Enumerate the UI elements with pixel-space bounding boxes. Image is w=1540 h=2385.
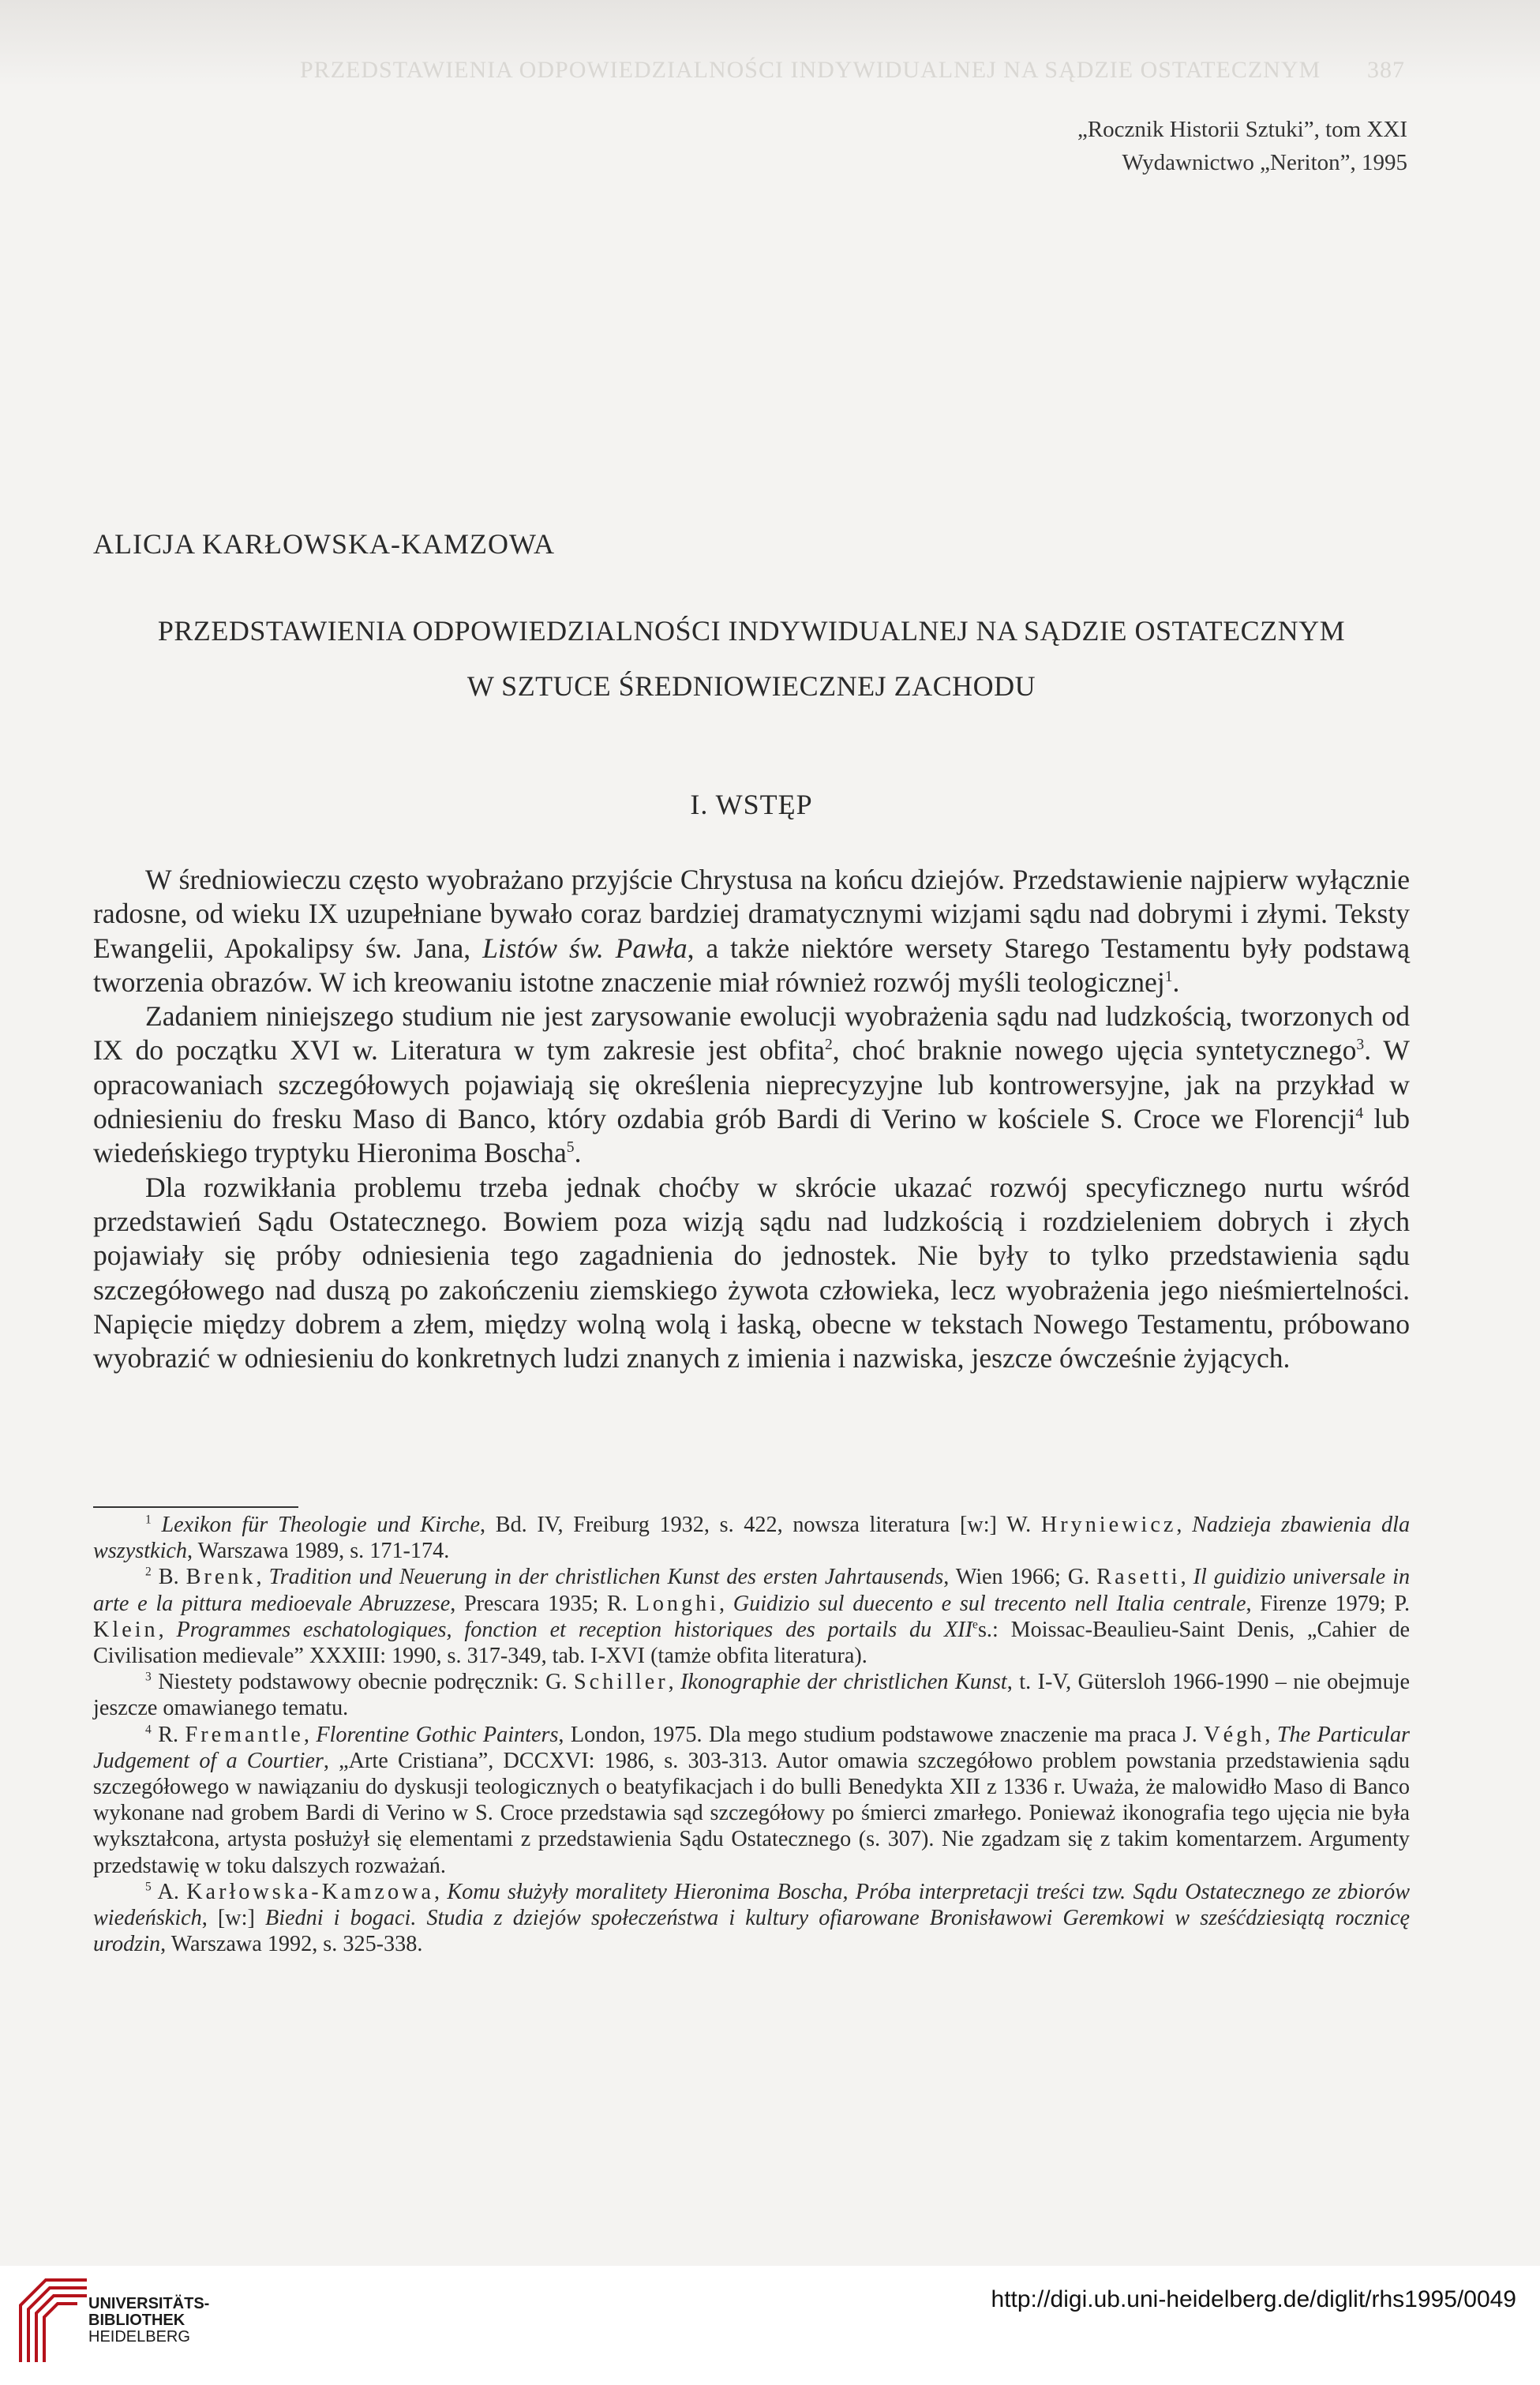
digitization-footer — [0, 2266, 1540, 2385]
text-run: , t. I-V, Gütersloh 1966-1990 – nie obejmuje jeszcze omawianego tematu. — [93, 1670, 1411, 1721]
spaced-name: Longhi — [635, 1591, 720, 1616]
italic-run: Florentine Gothic Painters — [316, 1722, 559, 1747]
spaced-name: Fremantle — [185, 1722, 304, 1747]
footnote-number: 2 — [145, 1566, 152, 1580]
footnote-ref: 1 — [1164, 969, 1173, 986]
italic-run: Komu służyły moralitety Hieronima Boscha, Próba interpretacji treści tzw. Sądu Ostatecznego ze zbiorów wiedeńskich — [93, 1879, 1411, 1931]
footnotes — [93, 1512, 1410, 1957]
text-run: : Moissac-Beaulieu-Saint Denis, „Cahier de Civilisation medievale” XXXIII: 1990, s. 317-349, tab. I-XVI (tamże obfita literatura). — [93, 1617, 1410, 1669]
text-run: . W opracowaniach szczegółowych pojawiają się określenia nieprecyzyjne lub kontrowersyjne, jak na przykład w odniesieniu do fresku Maso di Banco, który ozdabia grób Bardi di Verino w kościele S. Croce we Florencji — [93, 1034, 1411, 1135]
logo-line-1: UNIVERSITÄTS- — [88, 2295, 210, 2312]
text-run: lub wiedeńskiego tryptyku Hieronima Boscha — [93, 1103, 1410, 1169]
text-run: , — [1180, 1565, 1193, 1590]
text-run: . — [574, 1137, 582, 1169]
text-run: Niestety podstawowy obecnie podręcznik: G. — [158, 1670, 574, 1695]
article-body — [93, 863, 1410, 1375]
running-header-text: PRZEDSTAWIENIA ODPOWIEDZIALNOŚCI INDYWIDUALNEJ NA SĄDZIE OSTATECZNYM — [300, 57, 1321, 83]
italic-run: Lexikon für Theologie und Kirche — [161, 1513, 481, 1537]
text-run: , — [719, 1591, 733, 1616]
logo-line-3: HEIDELBERG — [88, 2328, 190, 2346]
footnote-number: 4 — [145, 1723, 152, 1737]
footnote-4 — [93, 1722, 1410, 1879]
text-run: , — [158, 1617, 177, 1642]
journal-info — [1077, 113, 1407, 179]
text-run: , Firenze 1979; P. — [1246, 1591, 1411, 1616]
bleed-through-running-header — [300, 57, 1405, 84]
spaced-name: Schiller — [573, 1670, 669, 1695]
text-run: , — [433, 1879, 448, 1904]
section-heading: I. WSTĘP — [690, 789, 813, 820]
text-run: s. — [977, 1617, 992, 1642]
footnote-number: 5 — [145, 1880, 152, 1894]
spaced-name: Karłowska-Kamzowa — [186, 1879, 434, 1904]
italic-run: Programmes eschatologiques, fonction et reception historiques des portails du XII — [176, 1617, 973, 1642]
text-run: , Bd. IV, Freiburg 1932, s. 422, nowsza literatura [w:] W. — [480, 1513, 1041, 1537]
text-run: W średniowieczu często wyobrażano przyjście Chrystusa na końcu dziejów. Przedstawienie najpierw wyłącznie radosne, od wieku IX uzupełniane bywało coraz bardziej dramatycznymi wizjami sądu nad dobrymi i złymi. Teksty Ewangelii, Apokalipsy św. Jana, — [93, 864, 1410, 964]
footnote-ref: 2 — [824, 1037, 833, 1054]
footnote-number: 3 — [145, 1670, 152, 1684]
article-title — [93, 603, 1410, 714]
footnote-2 — [93, 1564, 1410, 1669]
spaced-name: Végh — [1204, 1722, 1265, 1747]
text-run: , „Arte Cristiana”, DCCXVI: 1986, s. 303-313. Autor omawia szczegółowo problem powstania przedstawienia sądu szczegółowego w nawiązaniu do dyskusji teologicznych o beatyfikacjach i do bulli Benedykta XII z 1336 r. Uważa, że malowidło Maso di Banco wykonane nad grobem Bardi di Verino w S. Croce przedstawia sąd szczegółowy po śmierci zmarłego. Ponieważ ikonografia tego ujęcia nie była wykształcona, artysta posłużył się elementami z przedstawienia Sądu Ostatecznego (s. 307). Nie zgadzam się z takim komentarzem. Argumenty przedstawię w toku dalszych rozważań. — [93, 1748, 1410, 1878]
text-run: , Warszawa 1992, s. 325-338. — [160, 1932, 423, 1957]
text-run: , — [303, 1722, 317, 1747]
footnote-ref: 5 — [566, 1139, 575, 1157]
italic-run: Il guidizio universale in arte e la pittura medioevale Abruzzese — [93, 1565, 1411, 1616]
superscript: e — [972, 1618, 978, 1632]
text-run: , Prescara 1935; R. — [450, 1591, 636, 1616]
text-run: , Warszawa 1989, s. 171-174. — [187, 1539, 450, 1564]
text-run: , Wien 1966; G. — [943, 1565, 1097, 1590]
footnote-rule — [93, 1506, 298, 1508]
italic-run: Listów św. Pawła — [482, 932, 688, 964]
text-run: , London, 1975. Dla mego studium podstawowe znaczenie ma praca J. — [558, 1722, 1205, 1747]
spaced-name: Brenk — [185, 1565, 257, 1590]
text-run: , — [256, 1565, 269, 1590]
spaced-name: Klein — [93, 1617, 159, 1642]
title-line-1: PRZEDSTAWIENIA ODPOWIEDZIALNOŚCI INDYWIDUALNEJ NA SĄDZIE OSTATECZNYM — [157, 615, 1346, 647]
italic-run: Ikonographie der christlichen Kunst — [680, 1670, 1007, 1695]
page-number: 387 — [1367, 57, 1405, 83]
footnote-1 — [93, 1512, 1410, 1564]
title-line-2: W SZTUCE ŚREDNIOWIECZNEJ ZACHODU — [466, 670, 1036, 702]
journal-line-1: „Rocznik Historii Sztuki”, tom XXI — [1077, 117, 1407, 142]
footnote-3 — [93, 1669, 1410, 1721]
spaced-name: Hryniewicz — [1040, 1513, 1177, 1537]
text-run: A. — [157, 1879, 187, 1904]
footnote-5 — [93, 1879, 1410, 1958]
italic-run: The Particular Judgement of a Courtier — [93, 1722, 1411, 1773]
text-run: . — [1172, 966, 1180, 998]
footnote-number: 1 — [145, 1513, 152, 1527]
footnote-ref: 3 — [1356, 1037, 1365, 1054]
spaced-name: Rasetti — [1096, 1565, 1181, 1590]
italic-run: Tradition und Neuerung in der christlichen Kunst des ersten Jahrtausends — [268, 1565, 944, 1590]
text-run: , — [1265, 1722, 1277, 1747]
text-run: B. — [158, 1565, 186, 1590]
paragraph-2 — [93, 999, 1410, 1170]
text-run: , choć braknie nowego ujęcia syntetycznego — [832, 1034, 1357, 1067]
text-run: , a także niektóre wersety Starego Testamentu były podstawą tworzenia obrazów. W ich kreowaniu istotne znaczenie miał również rozwój myśli teologicznej — [93, 932, 1410, 998]
paragraph-1 — [93, 863, 1410, 999]
italic-run: Guidizio sul duecento e sul trecento nell Italia centrale — [733, 1591, 1246, 1616]
italic-run: Biedni i bogaci. Studia z dziejów społeczeństwa i kultury ofiarowane Bronisławowi Geremkowi w sześćdziesiątą rocznicę urodzin — [93, 1906, 1410, 1957]
text-run: R. — [158, 1722, 185, 1747]
library-logo-icon — [14, 2274, 93, 2368]
text-run: , — [668, 1670, 681, 1695]
source-url-link[interactable]: http://digi.ub.uni-heidelberg.de/diglit/rhs1995/0049 — [991, 2286, 1516, 2312]
footnote-ref: 4 — [1355, 1105, 1364, 1123]
italic-run: Nadzieja zbawienia dla wszystkich — [93, 1513, 1411, 1564]
article-author: ALICJA KARŁOWSKA-KAMZOWA — [93, 528, 555, 560]
text-run: Zadaniem niniejszego studium nie jest zarysowanie ewolucji wyobrażenia sądu nad ludzkością, tworzonych od IX do początku XVI w. Literatura w tym zakresie jest obfita — [93, 1000, 1410, 1067]
text-run: , — [1176, 1513, 1193, 1537]
logo-line-2: BIBLIOTHEK — [88, 2312, 185, 2329]
library-logo-text — [88, 2296, 209, 2346]
paragraph-3: Dla rozwikłania problemu trzeba jednak choćby w skrócie ukazać rozwój specyficznego nurtu wśród przedstawień Sądu Ostatecznego. Bowiem poza wizją sądu nad ludzkością i rozdzieleniem dobrych i złych pojawiały się próby odniesienia tego zagadnienia do jednostek. Nie były to tylko przedstawienia sądu szczegółowego nad duszą po zakończeniu ziemskiego żywota człowieka, lecz wyobrażenia jego nieśmiertelności. Napięcie między dobrem a złem, między wolną wolą i łaską, obecne w tekstach Nowego Testamentu, próbowano wyobrazić w odniesieniu do konkretnych ludzi znanych z imienia i nazwiska, jeszcze ówcześnie żyjących. — [93, 1171, 1410, 1374]
journal-line-2: Wydawnictwo „Neriton”, 1995 — [1122, 150, 1407, 175]
text-run: , [w:] — [201, 1906, 265, 1931]
